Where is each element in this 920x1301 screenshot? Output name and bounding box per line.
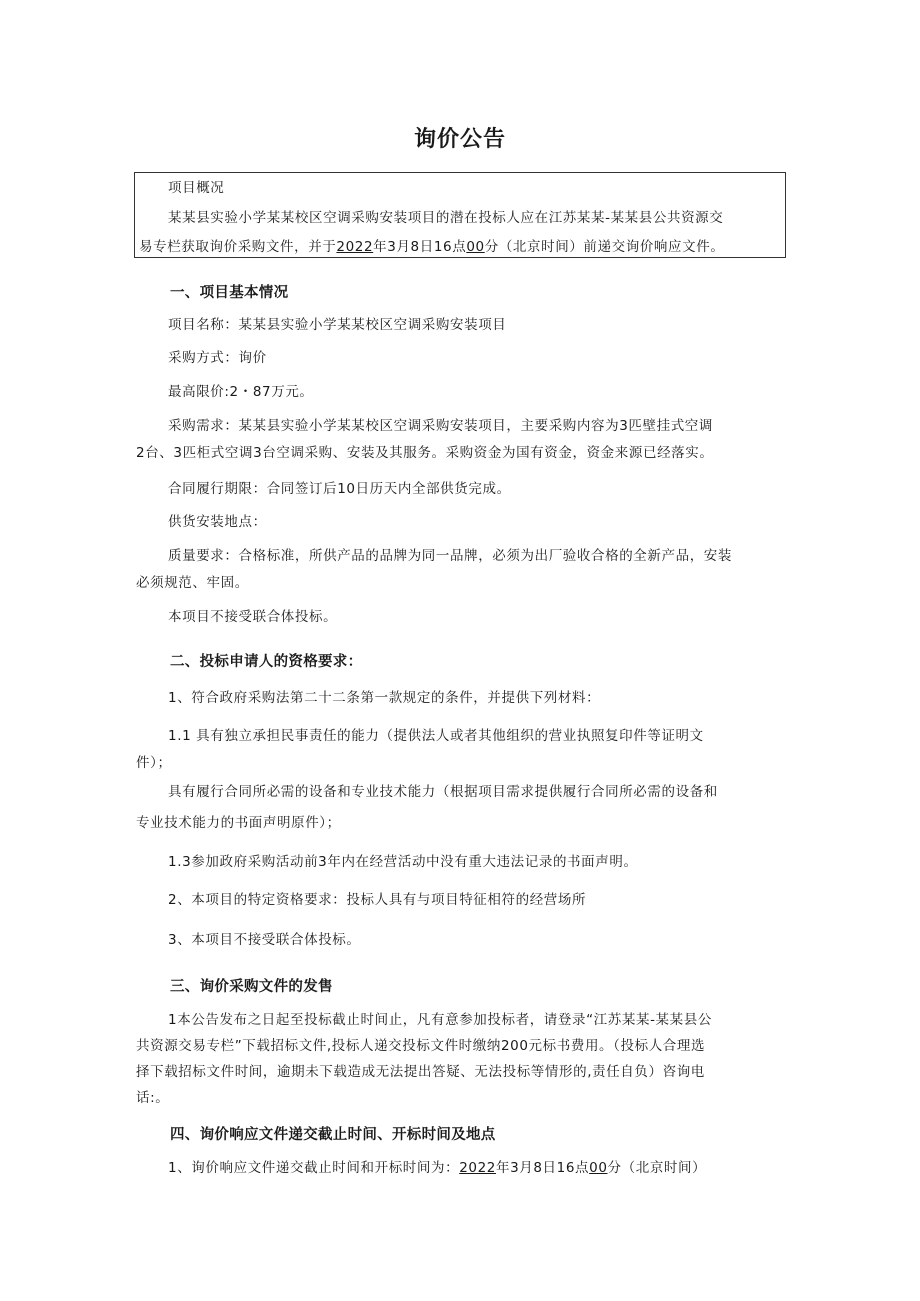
- qualification-item13: 1.3参加政府采购活动前3年内在经营活动中没有重大违法记录的书面声明。: [168, 854, 638, 870]
- demand-line2: 2台、3匹柜式空调3台空调采购、安装及其服务。采购资金为国有资金，资金来源已经落实。: [136, 445, 714, 461]
- overview-line2-c: 分（北京时间）前递交询价响应文件。: [484, 239, 725, 255]
- overview-year: 2022: [336, 239, 374, 255]
- overview-minute: 00: [466, 239, 485, 255]
- qualification-item3: 3、本项目不接受联合体投标。: [168, 932, 361, 948]
- deadline-line1-b: 年3月8日16点: [495, 1160, 590, 1176]
- procurement-method: 采购方式：询价: [168, 350, 267, 366]
- deadline-year: 2022: [459, 1160, 496, 1176]
- section3-heading: 三、询价采购文件的发售: [170, 979, 333, 995]
- quality-line2: 必须规范、牢固。: [136, 575, 249, 591]
- qualification-item11-line1: 1.1 具有独立承担民事责任的能力（提供法人或者其他组织的营业执照复印件等证明文: [168, 728, 704, 744]
- deadline-line1: [168, 1158, 706, 1178]
- quality-line1: 质量要求：合格标准，所供产品的品牌为同一品牌，必须为出厂验收合格的全新产品，安装: [168, 548, 732, 564]
- max-price: 最高限价:2・87万元。: [168, 384, 314, 400]
- sale-line3: 择下载招标文件时间，逾期未下载造成无法提出答疑、无法投标等情形的,责任自负）咨询电: [136, 1064, 705, 1080]
- section2-heading: 二、投标申请人的资格要求：: [170, 654, 363, 670]
- overview-line2-b: 年3月8日16点: [373, 239, 467, 255]
- deadline-line1-c: 分（北京时间）: [607, 1160, 707, 1176]
- no-consortium-note: 本项目不接受联合体投标。: [168, 609, 338, 625]
- supply-location: 供货安装地点：: [168, 514, 267, 530]
- qualification-item2: 2、本项目的特定资格要求：投标人具有与项目特征相符的经营场所: [168, 892, 587, 908]
- qualification-item12-line2: 专业技术能力的书面声明原件）；: [136, 815, 341, 831]
- qualification-item12-line1: 具有履行合同所必需的设备和专业技术能力（根据项目需求提供履行合同所必需的设备和: [168, 784, 718, 800]
- sale-line4: 话:。: [136, 1090, 170, 1106]
- sale-line1: 1本公告发布之日起至投标截止时间止，凡有意参加投标者，请登录“江苏某某-某某县公: [168, 1012, 712, 1028]
- qualification-item1: 1、符合政府采购法第二十二条第一款规定的条件，并提供下列材料：: [168, 690, 601, 706]
- section1-heading: 一、项目基本情况: [170, 285, 289, 301]
- qualification-item11-line2: 件）；: [136, 755, 172, 771]
- page-title: 询价公告: [413, 127, 506, 152]
- section4-heading: 四、询价响应文件递交截止时间、开标时间及地点: [170, 1127, 496, 1143]
- overview-line2-a: 易专栏获取询价采购文件，并于: [139, 239, 337, 255]
- overview-line1: 某某县实验小学某某校区空调采购安装项目的潜在投标人应在江苏某某-某某县公共资源交: [168, 210, 724, 226]
- overview-line2: [139, 237, 724, 257]
- sale-line2: 共资源交易专栏”下载招标文件,投标人递交投标文件时缴纳200元标书费用。（投标人合理选: [136, 1038, 706, 1054]
- demand-line1: 采购需求：某某县实验小学某某校区空调采购安装项目，主要采购内容为3匹壁挂式空调: [168, 418, 713, 434]
- overview-label: 项目概况: [168, 180, 225, 196]
- project-name: 项目名称：某某县实验小学某某校区空调采购安装项目: [168, 317, 507, 333]
- deadline-minute: 00: [589, 1160, 608, 1176]
- deadline-line1-a: 1、询价响应文件递交截止时间和开标时间为：: [168, 1160, 460, 1176]
- contract-period: 合同履行期限：合同签订后10日历天内全部供货完成。: [168, 481, 511, 497]
